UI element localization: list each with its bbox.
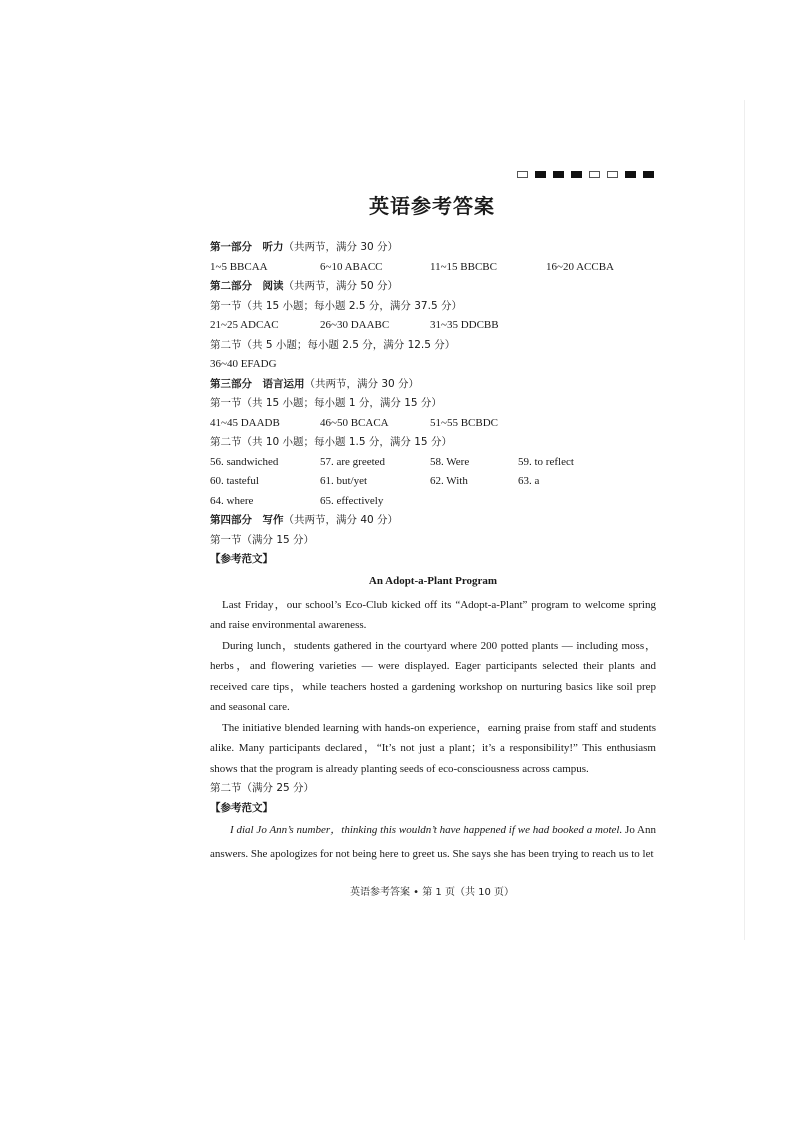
part4-sec2-note: 第二节（满分 25 分） — [210, 782, 315, 794]
answer-group: 6~10 ABACC — [320, 260, 383, 273]
sample-label-2: 【参考范文】 — [210, 801, 273, 814]
part2-note: （共两节，满分 50 分） — [283, 280, 399, 292]
part4-sec1-note: 第一节（满分 15 分） — [210, 533, 315, 546]
sample-label: 【参考范文】 — [210, 553, 273, 565]
answer-group: 21~25 ADCAC — [210, 319, 279, 331]
part1-answers — [210, 258, 656, 278]
part4-heading: 第四部分 写作 — [210, 514, 284, 526]
continuation-paragraph — [210, 818, 656, 866]
answer-item: 62. With — [430, 475, 468, 487]
answer-item: 58. Were — [430, 455, 470, 468]
answer-item: 64. where — [210, 494, 254, 507]
part3-heading-line — [210, 375, 656, 395]
part4-note: （共两节，满分 40 分） — [283, 514, 399, 526]
answer-group: 51~55 BCBDC — [430, 416, 498, 429]
part3-sec1-answers — [210, 414, 656, 434]
part2-sec1-note: 第一节（共 15 小题；每小题 2.5 分，满分 37.5 分） — [210, 299, 462, 312]
part2-heading: 第二部分 阅读 — [210, 280, 284, 292]
header-mark — [571, 171, 582, 178]
header-mark — [643, 171, 654, 178]
header-mark — [589, 171, 600, 178]
part3-row1 — [210, 453, 656, 473]
answer-group: 26~30 DAABC — [320, 319, 390, 331]
part1-heading-line — [210, 238, 656, 258]
part2-sec2-answer: 36~40 EFADG — [210, 358, 277, 370]
answer-group: 16~20 ACCBA — [546, 260, 614, 273]
part1-note: （共两节，满分 30 分） — [283, 241, 399, 253]
answer-item: 60. tasteful — [210, 475, 259, 487]
part4-heading-line — [210, 511, 656, 531]
answer-group: 46~50 BCACA — [320, 416, 389, 429]
answer-item: 59. to reflect — [518, 455, 574, 468]
answer-item: 57. are greeted — [320, 455, 386, 468]
answer-group: 11~15 BBCBC — [430, 260, 497, 273]
answer-group: 41~45 DAADB — [210, 416, 280, 429]
answer-group: 31~35 DDCBB — [430, 319, 499, 331]
answer-item: 65. effectively — [320, 494, 384, 507]
part3-sec2-note: 第二节（共 10 小题；每小题 1.5 分，满分 15 分） — [210, 436, 452, 448]
part3-row3 — [210, 492, 656, 512]
part3-heading: 第三部分 语言运用 — [210, 377, 305, 390]
answer-group: 1~5 BBCAA — [210, 260, 268, 273]
part2-sec2-note: 第二节（共 5 小题；每小题 2.5 分，满分 12.5 分） — [210, 338, 456, 351]
answer-item: 63. a — [518, 475, 540, 487]
header-mark — [553, 171, 564, 178]
essay-paragraph: The initiative blended learning with hands-on experience，earning praise from staff and students alike. Many participants declared，“It’s not just a plant；it’s a responsibility!” This enthusiasm shows that the program is already planting seeds of eco-consciousness across campus. — [210, 721, 656, 775]
continuation-text: Jo Ann answers. She apologizes for not being here to greet us. She says she has been trying to reach us to let — [210, 824, 656, 860]
header-mark — [607, 171, 618, 178]
page-title: 英语参考答案 — [369, 194, 495, 218]
continuation-italic: I dial Jo Ann’s number，thinking this wouldn’t have happened if we had booked a motel. — [230, 824, 623, 836]
answer-item: 61. but/yet — [320, 475, 368, 487]
part1-heading: 第一部分 听力 — [210, 241, 284, 253]
answer-item: 56. sandwiched — [210, 455, 279, 468]
header-mark — [517, 171, 528, 178]
page-footer: 英语参考答案 • 第 1 页（共 10 页） — [349, 887, 515, 898]
part3-row2 — [210, 472, 656, 492]
part3-note: （共两节，满分 30 分） — [304, 377, 420, 390]
part2-heading-line — [210, 277, 656, 297]
part2-sec1-answers — [210, 316, 656, 336]
answer-content — [210, 238, 656, 866]
scan-edge-line — [744, 100, 745, 940]
header-mark — [625, 171, 636, 178]
header-mark — [535, 171, 546, 178]
essay-title: An Adopt-a-Plant Program — [368, 574, 498, 587]
part3-sec1-note: 第一节（共 15 小题；每小题 1 分，满分 15 分） — [210, 397, 442, 409]
essay-paragraph: Last Friday，our school’s Eco-Club kicked off its “Adopt-a-Plant” program to welcome spring and raise environmental awareness. — [210, 598, 656, 631]
header-marks — [517, 171, 654, 178]
essay-paragraph: During lunch，students gathered in the courtyard where 200 potted plants — including moss，herbs，and flowering varieties — were displayed. Eager participants selected their plants and received care tips，while teachers hosted a gardening workshop on nurturing basics like soil prep and seasonal care. — [210, 639, 656, 713]
